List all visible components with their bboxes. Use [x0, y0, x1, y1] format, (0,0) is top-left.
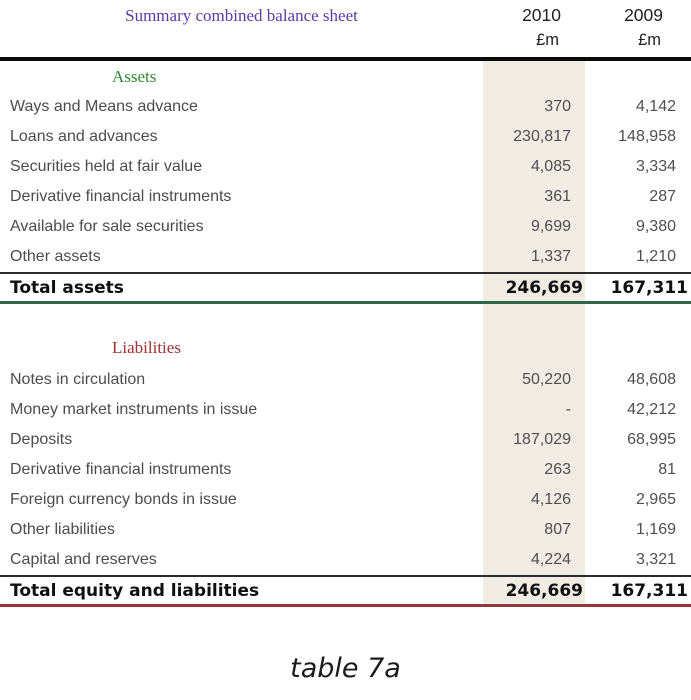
value-2010: 187,029	[513, 431, 571, 448]
table-row	[0, 92, 691, 122]
table-row	[0, 365, 691, 395]
value-2010: -	[565, 401, 571, 418]
table-row	[0, 395, 691, 425]
table-row	[0, 425, 691, 455]
row-label: Other liabilities	[10, 521, 115, 538]
value-2009: 3,321	[635, 551, 676, 568]
page-title: Summary combined balance sheet	[125, 5, 358, 25]
total-value-2010: 246,669	[505, 580, 583, 601]
total-equity-liabilities-row	[0, 575, 691, 607]
row-label: Ways and Means advance	[10, 98, 198, 115]
value-2010: 1,337	[530, 248, 571, 265]
value-2010: 9,699	[530, 218, 571, 235]
value-2010: 370	[544, 98, 571, 115]
row-label: Derivative financial instruments	[10, 461, 232, 478]
value-2010: 4,126	[530, 491, 571, 508]
total-label: Total equity and liabilities	[10, 580, 260, 601]
table-row	[0, 485, 691, 515]
table-row	[0, 182, 691, 212]
value-2010: 807	[544, 521, 571, 538]
value-2009: 1,169	[635, 521, 676, 538]
row-label: Securities held at fair value	[10, 158, 203, 175]
column-header-2010: 2010	[522, 5, 561, 25]
value-2010: 4,085	[530, 158, 571, 175]
table-header	[0, 0, 691, 61]
total-value-2010: 246,669	[505, 277, 583, 298]
section-header-assets	[0, 61, 691, 92]
row-label: Capital and reserves	[10, 551, 157, 568]
table-row	[0, 515, 691, 545]
value-2009: 48,608	[627, 371, 676, 388]
value-2009: 148,958	[618, 128, 676, 145]
section-header-liabilities	[0, 331, 691, 365]
table-row	[0, 455, 691, 485]
value-2009: 2,965	[635, 491, 676, 508]
row-label: Money market instruments in issue	[10, 401, 258, 418]
value-2009: 287	[649, 188, 676, 205]
unit-label-2009: £m	[638, 31, 661, 49]
value-2009: 9,380	[635, 218, 676, 235]
total-label: Total assets	[10, 277, 124, 298]
value-2010: 50,220	[522, 371, 571, 388]
value-2009: 81	[658, 461, 676, 478]
table-row	[0, 242, 691, 272]
section-gap	[0, 304, 691, 331]
assets-section-title: Assets	[112, 66, 157, 86]
row-label: Foreign currency bonds in issue	[10, 491, 237, 508]
liabilities-section-title: Liabilities	[112, 338, 181, 357]
total-value-2009: 167,311	[610, 277, 688, 298]
value-2010: 263	[544, 461, 571, 478]
table-row	[0, 545, 691, 575]
value-2009: 1,210	[635, 248, 676, 265]
value-2009: 42,212	[627, 401, 676, 418]
row-label: Other assets	[10, 248, 101, 265]
total-value-2009: 167,311	[610, 580, 688, 601]
value-2009: 3,334	[635, 158, 676, 175]
row-label: Loans and advances	[10, 128, 158, 145]
value-2010: 4,224	[530, 551, 571, 568]
value-2010: 230,817	[513, 128, 571, 145]
row-label: Derivative financial instruments	[10, 188, 232, 205]
table-row	[0, 122, 691, 152]
total-assets-row	[0, 272, 691, 304]
table-caption: table 7a	[290, 653, 401, 684]
column-header-2009: 2009	[624, 5, 663, 25]
row-label: Notes in circulation	[10, 371, 146, 388]
row-label: Available for sale securities	[10, 218, 204, 235]
value-2010: 361	[544, 188, 571, 205]
table-row	[0, 152, 691, 182]
value-2009: 4,142	[635, 98, 676, 115]
unit-label-2010: £m	[536, 31, 559, 49]
table-row	[0, 212, 691, 242]
value-2009: 68,995	[627, 431, 676, 448]
row-label: Deposits	[10, 431, 73, 448]
